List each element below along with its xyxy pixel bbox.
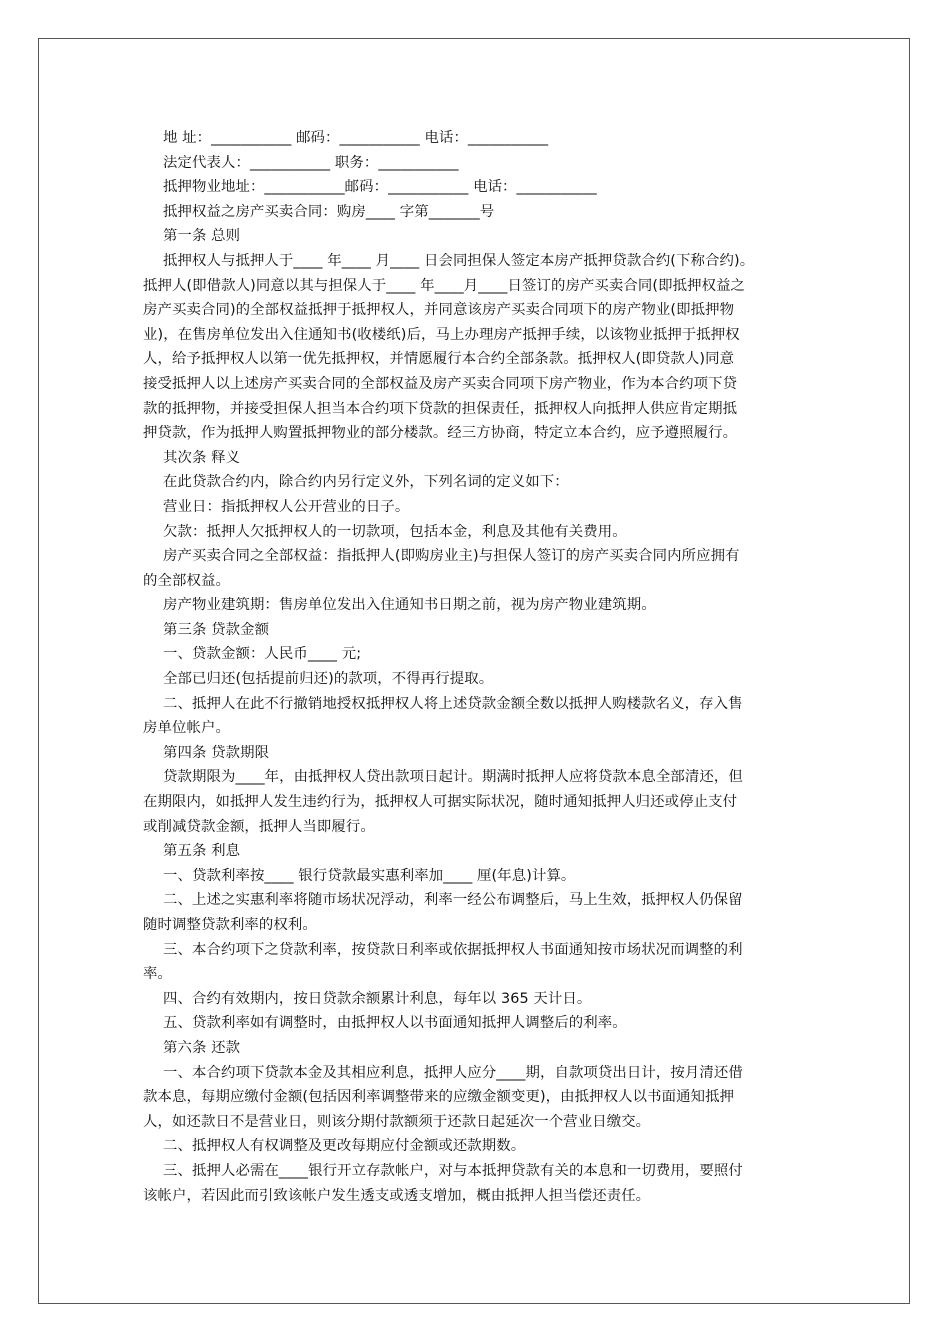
contract-line: 其次条 释义 xyxy=(163,449,241,466)
contract-body xyxy=(143,126,809,1208)
contract-line: 五、贷款利率如有调整时，由抵押权人以书面通知抵押人调整后的利率。 xyxy=(163,1015,627,1032)
contract-line: 接受抵押人以上述房产买卖合同的全部权益及房产买卖合同项下房产物业，作为本合约项下贷 xyxy=(143,375,738,392)
contract-line: 全部已归还(包括提前归还)的款项，不得再行提取。 xyxy=(163,671,494,688)
contract-line: 押贷款，作为抵押人购置抵押物业的部分楼款。经三方协商，特定立本合约，应予遵照履行。 xyxy=(143,425,738,442)
contract-line: 业)，在售房单位发出入住通知书(收楼纸)后，马上办理房产抵押手续，以该物业抵押于抵押权 xyxy=(143,326,740,343)
contract-line: 第三条 贷款金额 xyxy=(163,621,270,638)
contract-line: 的全部权益。 xyxy=(143,572,230,589)
contract-line: 欠款：抵押人欠抵押权人的一切款项，包括本金，利息及其他有关费用。 xyxy=(163,523,627,540)
contract-line: 四、合约有效期内，按日贷款余额累计利息，每年以 365 天计日。 xyxy=(163,990,592,1007)
contract-line: 随时调整贷款利率的权利。 xyxy=(143,917,317,933)
contract-line: 款的抵押物，并接受担保人担当本合约项下贷款的担保责任，抵押权人向抵押人供应肯定期抵 xyxy=(143,400,738,417)
contract-line: 人，给予抵押权人以第一优先抵押权，并情愿履行本合约全部条款。抵押权人(即贷款人)同意 xyxy=(143,351,735,368)
contract-line: 该帐户，若因此而引致该帐户发生透支或透支增加，概由抵押人担当偿还责任。 xyxy=(143,1187,651,1204)
contract-line: 抵押物业地址：___________邮码：___________ 电话：___________ xyxy=(163,179,597,196)
contract-line: 法定代表人：___________ 职务：___________ xyxy=(163,154,459,171)
contract-line: 或削减贷款金额，抵押人当即履行。 xyxy=(143,818,375,835)
contract-line: 一、本合约项下贷款本金及其相应利息，抵押人应分____期，自款项贷出日计，按月清还借 xyxy=(163,1064,743,1081)
contract-line: 地 址：___________ 邮码：___________ 电话：___________ xyxy=(163,130,549,146)
contract-line: 三、本合约项下之贷款利率，按贷款日利率或依据抵押权人书面通知按市场状况而调整的利 xyxy=(163,941,743,958)
contract-line: 第五条 利息 xyxy=(163,843,241,860)
contract-line: 抵押权人与抵押人于____ 年____ 月____ 日会同担保人签定本房产抵押贷款合约(下称合约)。 xyxy=(163,252,755,269)
contract-line: 在此贷款合约内，除合约内另行定义外，下列名词的定义如下： xyxy=(163,474,569,491)
contract-line: 二、抵押人在此不行撤销地授权抵押权人将上述贷款金额全数以抵押人购楼款名义，存入售 xyxy=(163,695,743,712)
contract-line: 房产物业建筑期：售房单位发出入住通知书日期之前，视为房产物业建筑期。 xyxy=(163,597,656,614)
contract-line: 抵押人(即借款人)同意以其与担保人于____ 年____月____日签订的房产买卖合同(即抵押权益之 xyxy=(143,277,746,294)
contract-line: 率。 xyxy=(143,966,172,983)
contract-line: 款本息，每期应缴付金额(包括因利率调整带来的应缴金额变更)，由抵押权人以书面通知抵押 xyxy=(143,1089,735,1106)
contract-line: 营业日：指抵押权人公开营业的日子。 xyxy=(163,498,410,515)
contract-line: 抵押权益之房产买卖合同：购房____ 字第_______号 xyxy=(163,203,495,220)
contract-line: 第六条 还款 xyxy=(163,1039,241,1056)
contract-line: 贷款期限为____年，由抵押权人贷出款项日起计。期满时抵押人应将贷款本息全部清还，但 xyxy=(163,769,743,786)
contract-line: 房单位帐户。 xyxy=(143,720,230,737)
contract-line: 二、抵押权人有权调整及更改每期应付金额或还款期数。 xyxy=(163,1138,526,1155)
contract-line: 人，如还款日不是营业日，则该分期付款额须于还款日起延次一个营业日缴交。 xyxy=(143,1113,651,1130)
contract-line: 二、上述之实惠利率将随市场状况浮动，利率一经公布调整后，马上生效，抵押权人仍保留 xyxy=(163,892,743,909)
contract-line: 在期限内，如抵押人发生违约行为，抵押权人可据实际状况，随时通知抵押人归还或停止支付 xyxy=(143,794,738,811)
contract-line: 一、贷款利率按____ 银行贷款最实惠利率加____ 厘(年息)计算。 xyxy=(163,867,576,884)
contract-line: 第一条 总则 xyxy=(163,228,241,245)
contract-line: 房产买卖合同)的全部权益抵押于抵押权人，并同意该房产买卖合同项下的房产物业(即抵押物 xyxy=(143,302,735,319)
contract-line: 一、贷款金额：人民币____ 元; xyxy=(163,646,362,663)
contract-line: 三、抵押人必需在____银行开立存款帐户，对与本抵押贷款有关的本息和一切费用，要照付 xyxy=(163,1162,743,1179)
contract-line: 第四条 贷款期限 xyxy=(163,744,270,761)
contract-line: 房产买卖合同之全部权益：指抵押人(即购房业主)与担保人签订的房产买卖合同内所应拥有 xyxy=(163,548,740,565)
